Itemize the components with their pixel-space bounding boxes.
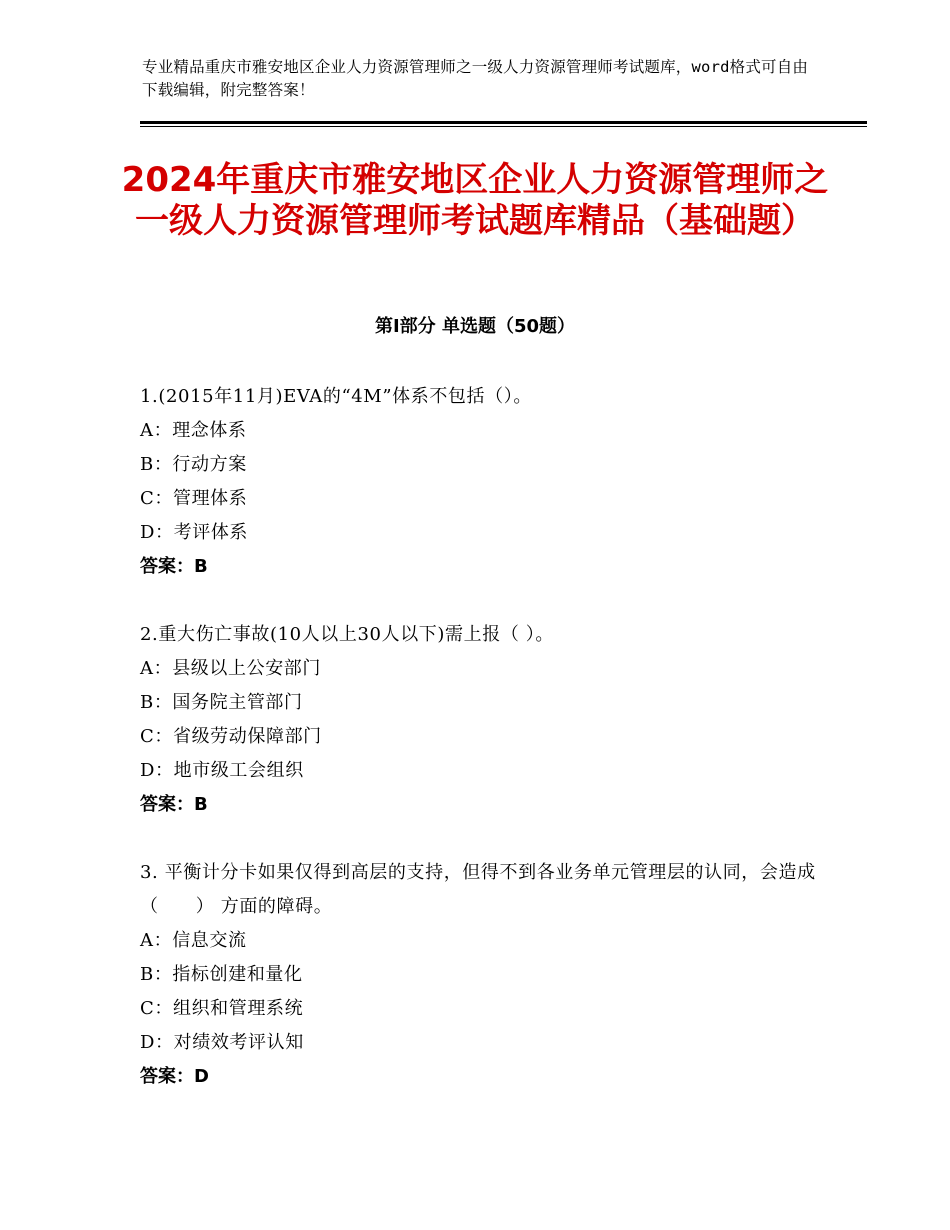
option-c: C：组织和管理系统 bbox=[140, 998, 304, 1019]
document-title: 2024年重庆市雅安地区企业人力资源管理师之一级人力资源管理师考试题库精品（基础题） bbox=[121, 160, 829, 241]
option-b: B：国务院主管部门 bbox=[140, 692, 303, 713]
option-d: D：对绩效考评认知 bbox=[140, 1032, 304, 1053]
question-stem: 1.(2015年11月)EVA的“4M”体系不包括（）。 bbox=[140, 386, 532, 407]
question-1 bbox=[140, 380, 820, 584]
question-stem: 2.重大伤亡事故(10人以上30人以下)需上报（ ）。 bbox=[140, 624, 554, 645]
option-b: B：行动方案 bbox=[140, 454, 247, 475]
section-title: 第Ⅰ部分 单选题（50题） bbox=[374, 316, 575, 337]
answer-line: 答案：B bbox=[140, 556, 208, 577]
answer-line: 答案：B bbox=[140, 794, 208, 815]
option-c: C：管理体系 bbox=[140, 488, 248, 509]
option-a: A：理念体系 bbox=[140, 420, 247, 441]
header-rule-thin bbox=[140, 126, 867, 127]
option-b: B：指标创建和量化 bbox=[140, 964, 303, 985]
option-d: D：考评体系 bbox=[140, 522, 249, 543]
header-rule-thick bbox=[140, 121, 867, 124]
option-a: A：信息交流 bbox=[140, 930, 247, 951]
option-a: A：县级以上公安部门 bbox=[140, 658, 321, 679]
question-2 bbox=[140, 618, 820, 822]
option-c: C：省级劳动保障部门 bbox=[140, 726, 322, 747]
header-note: 专业精品重庆市雅安地区企业人力资源管理师之一级人力资源管理师考试题库，word格式可自由下载编辑，附完整答案！ bbox=[142, 58, 809, 99]
question-list bbox=[140, 380, 820, 1128]
question-3 bbox=[140, 856, 820, 1094]
question-stem: 3. 平衡计分卡如果仅得到高层的支持，但得不到各业务单元管理层的认同，会造成（ ） 方面的障碍。 bbox=[140, 862, 816, 917]
answer-line: 答案：D bbox=[140, 1066, 209, 1087]
option-d: D：地市级工会组织 bbox=[140, 760, 304, 781]
